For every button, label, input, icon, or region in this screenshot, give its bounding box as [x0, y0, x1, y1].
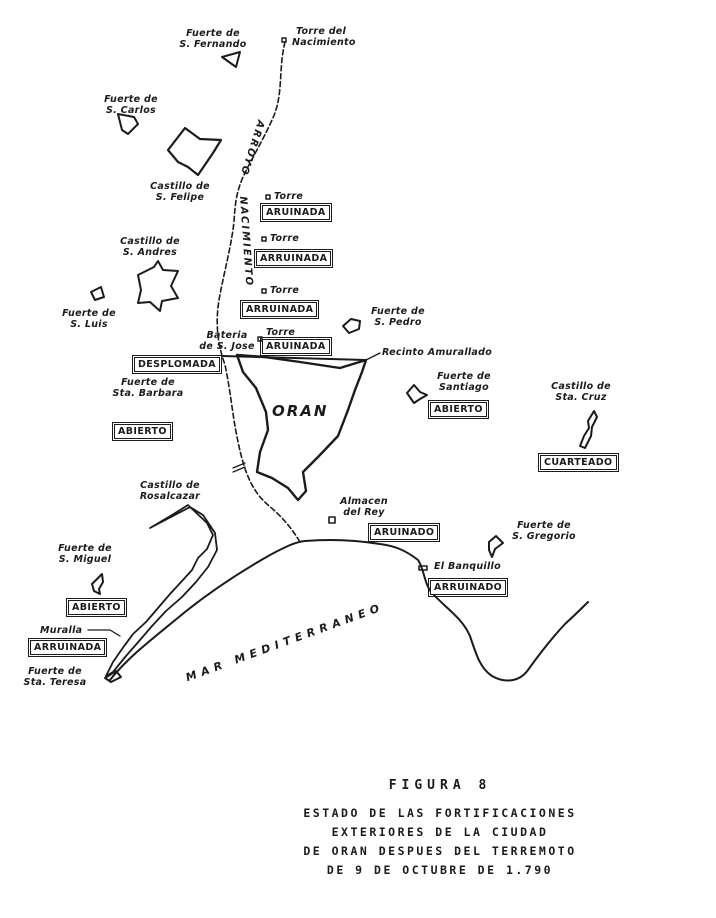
label-fuerte-s-luis	[56, 308, 122, 330]
castillo-sta-cruz-shape	[580, 411, 597, 448]
label-muralla: Muralla	[40, 625, 83, 636]
fuerte-s-fernando-shape	[222, 52, 240, 67]
recinto-leader	[366, 353, 380, 360]
status-badge-almacen: ARUINADO	[370, 525, 438, 540]
caption-line-4: DE 9 DE OCTUBRE DE 1.790	[326, 863, 554, 877]
label-line: Fuerte de	[186, 28, 240, 39]
almacen-marker	[329, 517, 335, 523]
label-line: Castillo de	[551, 381, 611, 392]
label-line: S. Gregorio	[512, 531, 576, 542]
fuerte-s-miguel-shape	[92, 574, 103, 594]
label-line: Fuerte de	[28, 666, 82, 677]
label-line: Fuerte de	[437, 371, 491, 382]
label-line: S. Pedro	[374, 317, 422, 328]
label-line: Sta. Teresa	[23, 677, 87, 688]
label-line: Sta. Cruz	[555, 392, 607, 403]
label-fuerte-sta-barbara	[104, 377, 192, 399]
wall-line	[222, 356, 366, 360]
fuerte-s-gregorio-shape	[489, 536, 503, 557]
stream-crossing-mark	[233, 463, 245, 472]
label-torre-4: Torre	[266, 327, 296, 338]
muralla-leader	[88, 630, 120, 636]
status-badge-sta-barbara: ABIERTO	[114, 424, 171, 439]
label-fuerte-s-carlos	[98, 94, 164, 116]
label-bateria-s-jose	[196, 330, 258, 352]
label-recinto-amurallado: Recinto Amurallado	[382, 347, 493, 358]
torre-nacimiento-marker	[282, 38, 286, 42]
label-line: S. Carlos	[106, 105, 156, 116]
status-badge-torre-3: ARRUINADA	[242, 302, 317, 317]
rosalcazar-outline	[106, 505, 217, 676]
figure-title: FIGURA 8	[388, 778, 492, 793]
fuerte-s-carlos-shape	[118, 114, 138, 134]
label-line: Fuerte de	[58, 543, 112, 554]
oran-walls	[237, 355, 366, 500]
caption-line-2: EXTERIORES DE LA CIUDAD	[331, 825, 549, 839]
label-line: S. Andres	[122, 247, 178, 258]
torre-3-marker	[262, 289, 266, 293]
status-badge-sta-cruz: CUARTEADO	[540, 455, 617, 470]
label-fuerte-s-gregorio	[508, 520, 580, 542]
fuerte-s-luis-shape	[91, 287, 104, 300]
label-el-banquillo: El Banquillo	[434, 561, 501, 572]
status-badge-muralla: ARRUINADA	[30, 640, 105, 655]
label-line: Bateria	[206, 330, 248, 341]
label-line: Rosalcazar	[139, 491, 201, 502]
label-castillo-sta-cruz	[542, 381, 620, 403]
label-fuerte-sta-teresa	[20, 666, 90, 688]
label-fuerte-s-pedro	[362, 306, 434, 328]
label-line: S. Luis	[70, 319, 108, 330]
castillo-s-andres-shape	[138, 261, 178, 311]
label-fuerte-s-miguel	[52, 543, 118, 565]
label-torre-3: Torre	[270, 285, 300, 296]
label-line: Nacimiento	[292, 37, 356, 48]
banquillo-marker	[419, 566, 427, 570]
label-torre-2: Torre	[270, 233, 300, 244]
label-line: Almacen	[340, 496, 388, 507]
label-line: del Rey	[343, 507, 385, 518]
label-line: Castillo de	[140, 480, 200, 491]
coastline	[110, 540, 588, 681]
label-line: Fuerte de	[121, 377, 175, 388]
label-fuerte-s-fernando	[178, 28, 248, 50]
label-line: Castillo de	[120, 236, 180, 247]
label-line: Fuerte de	[104, 94, 158, 105]
status-badge-banquillo: ARRUINADO	[430, 580, 506, 595]
label-line: Sta. Barbara	[112, 388, 184, 399]
label-line: Santiago	[439, 382, 489, 393]
label-oran: ORAN	[272, 402, 329, 420]
torre-2-marker	[262, 237, 266, 241]
label-castillo-rosalcazar	[130, 480, 210, 502]
label-torre-1: Torre	[274, 191, 304, 202]
torre-1-marker	[266, 195, 270, 199]
label-line: S. Miguel	[58, 554, 112, 565]
status-badge-bateria: DESPLOMADA	[134, 357, 220, 372]
status-badge-torre-2: ARRUINADA	[256, 251, 331, 266]
label-line: S. Fernando	[179, 39, 247, 50]
status-badge-torre-4: ARUINADA	[262, 339, 330, 354]
castillo-s-felipe-shape	[168, 128, 221, 175]
label-line: Fuerte de	[62, 308, 116, 319]
caption-line-1: ESTADO DE LAS FORTIFICACIONES	[303, 806, 577, 820]
label-mar-mediterraneo: MAR MEDITERRANEO	[184, 600, 386, 685]
label-fuerte-santiago	[428, 371, 500, 393]
label-almacen-del-rey	[338, 496, 390, 518]
label-line: S. Felipe	[155, 192, 205, 203]
label-line: Fuerte de	[517, 520, 571, 531]
label-line: Castillo de	[150, 181, 210, 192]
fuerte-s-pedro-shape	[343, 319, 360, 333]
fuerte-santiago-shape	[407, 385, 427, 403]
label-torre-nacimiento	[292, 26, 372, 48]
status-badge-santiago: ABIERTO	[430, 402, 487, 417]
label-line: de S. Jose	[199, 341, 255, 352]
label-nacimiento: NACIMIENTO	[237, 196, 255, 288]
caption-line-3: DE ORAN DESPUES DEL TERREMOTO	[303, 844, 577, 858]
label-line: Torre del	[296, 26, 347, 37]
label-line: Fuerte de	[371, 306, 425, 317]
label-castillo-s-andres	[110, 236, 190, 258]
label-arroyo: ARROYO	[237, 118, 266, 178]
status-badge-torre-1: ARUINADA	[262, 205, 330, 220]
status-badge-s-miguel: ABIERTO	[68, 600, 125, 615]
label-castillo-s-felipe	[142, 181, 218, 203]
